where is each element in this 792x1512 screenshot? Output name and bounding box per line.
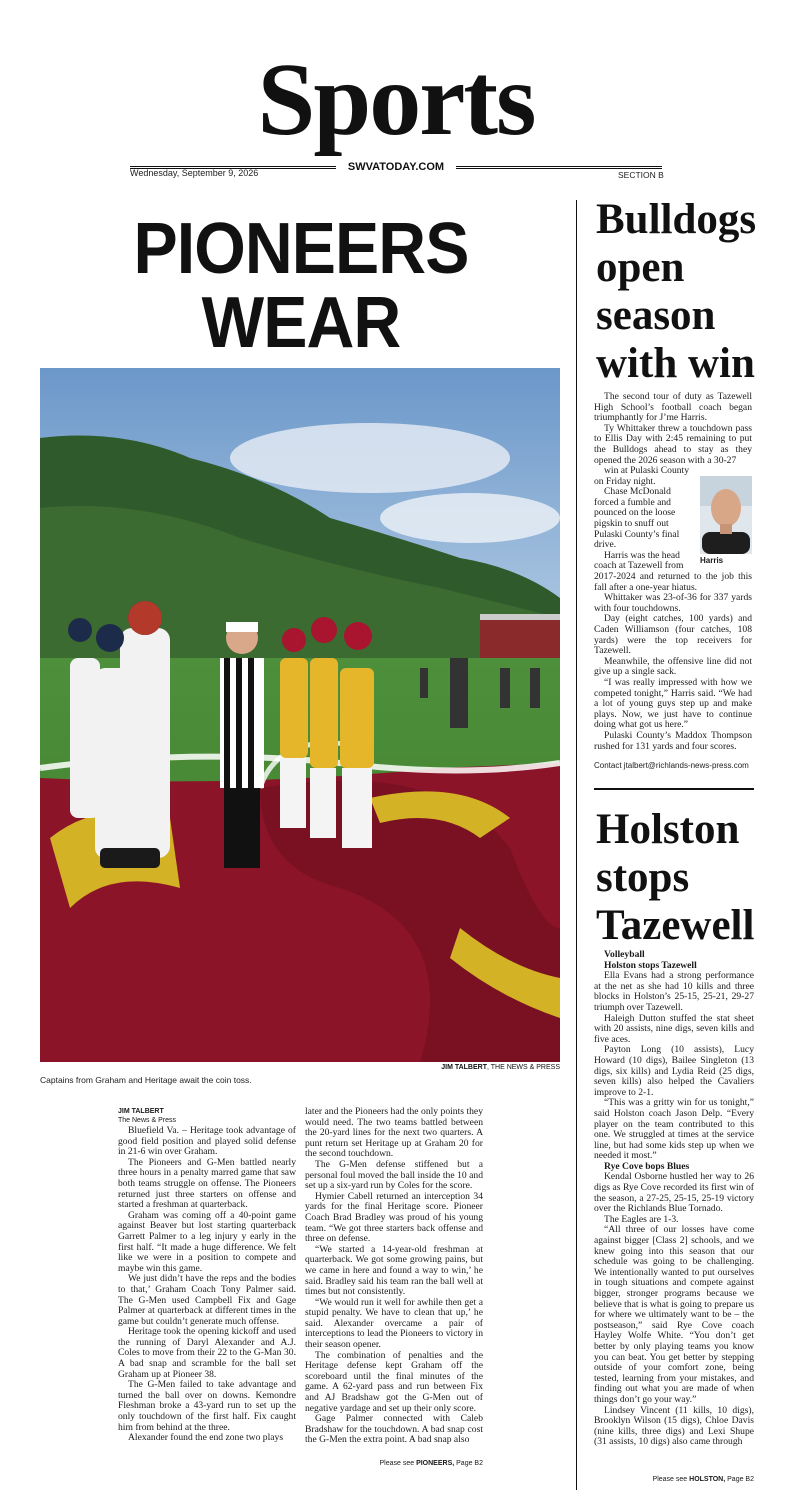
byline-name: JIM TALBERT [118,1108,164,1115]
masthead-rule-right-2 [456,168,662,169]
lead-headline-line1: PIONEERS WEAR [133,209,469,363]
paragraph: Ty Whittaker threw a touchdown pass to Ellis Day with 2:45 remaining to put the Bulldogs ahead to stay as they opened the 2026 season with a 30-27 [594,422,752,466]
lead-photo [40,368,560,1062]
photo-caption: Captains from Graham and Heritage await the coin toss. [40,1075,252,1085]
jump-page: Page B2 [454,1460,483,1467]
paragraph: later and the Pioneers had the only points they would need. The two teams battled between the 20-yard lines for the next two quarters. A punt return set Heritage up at Graham 20 for the second touchdown. [305,1106,483,1160]
bulldogs-story-bottom [594,572,752,752]
paragraph: Hymier Cabell returned an interception 34 yards for the final Heritage score. Pioneer Coach Brad Bradley was proud of his young team. “We got three starters back offense and three on defense. [305,1190,483,1245]
paragraph: The Eagles are 1-3. [604,1213,679,1225]
jump-key: PIONEERS, [416,1460,455,1467]
paragraph: Alexander found the end zone two plays [128,1432,284,1444]
paragraph: “We would run it well for awhile then get a stupid penalty. We have to clean that up,’ he said. Alexander overcame a pair of interceptions to lead the Pioneers to victory in their season opener. [305,1296,483,1351]
paragraph: We just didn’t have the reps and the bodies to that,’ Graham Coach Tony Palmer said. The G-Men used Campbell Fix and Gage Palmer at quarterback at different times in the game but couldn’t generate much offense. [118,1273,296,1327]
wrap-line: Harris was the head [604,549,680,561]
photo-credit-org: , THE NEWS & PRESS [487,1064,560,1071]
wrap-line: drive. [594,539,617,551]
paragraph: Heritage took the opening kickoff and used the running of Daryl Alexander and A.J. Coles to move from their 22 to the G-Man 30. A bad snap and scramble for the ball set Graham up at Pioneer 38. [118,1326,296,1380]
issue-date: Wednesday, September 9, 2026 [130,168,259,178]
bulldogs-headline[interactable] [596,196,776,388]
lead-story-col2 [305,1107,483,1446]
paragraph: The second tour of duty as Tazewell High School’s football coach began triumphantly for J’me Harris. [594,391,752,424]
jump-page: Page B2 [725,1476,754,1483]
jump-key: HOLSTON, [689,1476,726,1483]
rye-cove-subhead: Rye Cove bops Blues [604,1160,690,1172]
jump-link-holston[interactable] [594,1476,754,1483]
paragraph: The G-Men failed to take advantage and turned the ball over on downs. Kemondre Fleshman broke a 43-yard run to set up the only touchdown of the first half. Fix caught him from behind at the three. [118,1379,296,1433]
wrap-line: Chase McDonald [604,486,671,498]
paragraph: Haleigh Dutton stuffed the stat sheet with 20 assists, nine digs, seven kills and five aces. [594,1012,754,1045]
headline-line: Holston [596,806,740,853]
paragraph: Graham was coming off a 40-point game against Beaver but lost starting quarterback Garrett Palmer to a leg injury y early in the first half. “It made a huge difference. We felt like we were in a position to compete and maybe win this game. [118,1209,296,1274]
harris-photo [700,476,752,554]
harris-photo-label: Harris [700,556,724,565]
headline-line: with win [596,340,755,387]
sidebar-divider [594,788,754,790]
wrap-line: coach at Tazewell from [594,560,684,572]
bulldogs-story-wrap [594,466,696,572]
jump-prefix: Please see [652,1476,690,1483]
paragraph: “We started a 14-year-old freshman at quarterback. We got some growing pains, but we came in here and found a way to win,’ he said. Bradley said his team ran the ball well at times but not consistently. [305,1243,483,1298]
photo-credit-name: JIM TALBERT [441,1064,487,1071]
paragraph: Kendal Osborne hustled her way to 26 digs as Rye Cove recorded its first win of the season, a 27-25, 25-15, 25-19 victory over the Richlands Blue Tornado. [594,1171,754,1215]
paragraph: “All three of our losses have come against bigger [Class 2] schools, and we knew going into this season that our schedule was going to be challenging. We intentionally wanted to put ourselves in tough situations and compete against bigger, stronger programs because we believe that is what is going to prepare us for where we ultimately want to be – the postseason,” said Rye Cove coach Hayley Wolfe White. “You don’t get better by only playing teams you know you can beat. You get better by stepping outside of your comfort zone, being tested, learning from your mistakes, and finding out what you are made of when things don’t go your way.” [594,1224,754,1405]
holston-story [594,950,754,1448]
wrap-line: forced a fumble and [594,496,671,508]
paragraph: “This was a gritty win for us tonight,” said Holston coach Jason Delp. “Every player on the team contributed to this one. We struggled at times at the service line, but had some kids step up when we needed it most.” [594,1097,754,1162]
paragraph: Lindsey Vincent (11 kills, 10 digs), Brooklyn Wilson (15 digs), Chloe Davis (nine kills, three digs) and Lexi Shupe (31 assists, 10 digs) also came through [594,1404,754,1448]
jump-prefix: Please see [379,1460,417,1467]
paragraph: The combination of penalties and the Heritage defense kept Graham off the scoreboard until the final minutes of the game. A 62-yard pass and run between Fix and AJ Bradshaw got the G-Men out of negative yardage and set up their only score. [305,1349,483,1414]
paragraph: The Pioneers and G-Men battled nearly three hours in a penalty marred game that saw both teams struggle on offense. The Pioneers returned just three starters on offense and started a freshman at quarterback. [118,1156,296,1211]
holston-kicker: Volleyball [604,949,645,960]
wrap-line: pigskin to snuff out [594,517,669,529]
holston-subhead: Holston stops Tazewell [604,959,697,971]
paragraph: Payton Long (10 assists), Lucy Howard (10 digs), Bailee Singleton (13 digs, six kills) and Lydia Reid (25 digs, seven kills) also helped the Cavaliers improve to 2-1. [594,1044,754,1098]
lead-byline [118,1107,176,1125]
paragraph: Ella Evans had a strong performance at the net as she had 10 kills and three blocks in Holston’s 25-15, 25-21, 29-27 triumph over Tazewell. [594,970,754,1013]
paragraph: Pulaski County’s Maddox Thompson rushed for 131 yards and four scores. [594,729,752,752]
masthead-rule-right [456,166,662,167]
lead-story-col1 [118,1126,296,1444]
wrap-line: pounced on the loose [594,507,676,519]
paragraph: Whittaker was 23-of-36 for 337 yards with four touchdowns. [594,592,752,614]
paragraph: Meanwhile, the offensive line did not give up a single sack. [594,655,752,678]
bulldogs-contact[interactable]: Contact jtalbert@richlands-news-press.com [594,761,749,770]
wrap-line: win at Pulaski County [604,465,690,476]
paragraph: Bluefield Va. – Heritage took advantage of good field position and played solid defense in 21-6 win over Graham. [118,1125,296,1158]
jump-link-pioneers[interactable] [305,1460,483,1467]
headline-line: Bulldogs [596,196,757,243]
photo-credit [380,1064,560,1071]
holston-headline[interactable] [596,806,776,950]
masthead-title: Sports [257,42,535,157]
bulldogs-story-top [594,392,752,466]
headline-line: Tazewell [596,902,755,949]
headline-line: open [596,244,685,291]
column-divider [576,200,577,1490]
byline-org: The News & Press [118,1117,176,1124]
paragraph: Gage Palmer connected with Caleb Bradshaw for the touchdown. A bad snap cost the G-Men the extra point. A bad snap also [305,1413,483,1446]
masthead-rule-left [130,166,336,167]
paragraph: 2017-2024 and returned to the job this fall after a one-year hiatus. [594,571,752,593]
paragraph: “I was really impressed with how we competed tonight,” Harris said. “We had a lot of young guys step up and make plays. Now, we just have to continue doing what got us here.” [594,676,752,731]
wrap-line: Pulaski County’s final [594,528,680,540]
headline-line: season [596,292,716,339]
paragraph: The G-Men defense stiffened but a personal foul moved the ball inside the 10 and set up a six-yard run by Coles for the score. [305,1158,483,1192]
site-link[interactable]: SWVATODAY.COM [347,161,445,173]
section-label: SECTION B [618,170,664,180]
headline-line: stops [596,854,690,901]
paragraph: Day (eight catches, 100 yards) and Caden Williamson (four catches, 108 yards) were the top receivers for Tazewell. [594,613,752,657]
wrap-line: on Friday night. [594,475,656,487]
